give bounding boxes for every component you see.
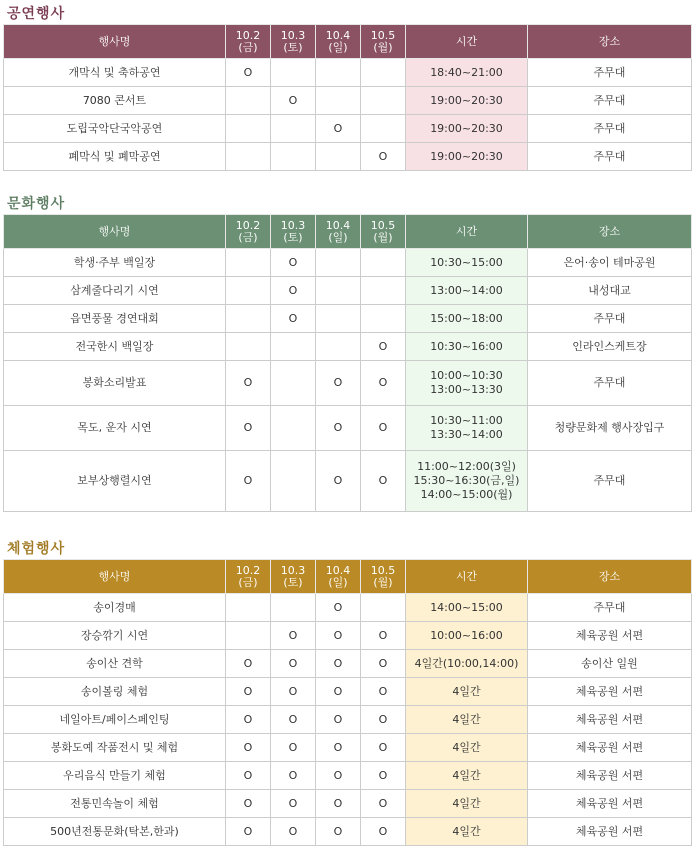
day-3-cell [316, 59, 361, 87]
table-row [4, 406, 692, 451]
header-day-1 [226, 25, 271, 59]
day-2-cell: O [271, 762, 316, 790]
event-name-cell: 송이볼링 체험 [4, 678, 226, 706]
day-3-cell: O [316, 406, 361, 451]
header-weekday: (금) [238, 575, 258, 589]
day-1-cell: O [226, 706, 271, 734]
day-2-cell [271, 115, 316, 143]
time-cell: 15:00~18:00 [406, 305, 528, 333]
day-3-cell: O [316, 650, 361, 678]
day-3-cell: O [316, 706, 361, 734]
day-1-cell: O [226, 762, 271, 790]
time-cell: 10:00~10:30 13:00~13:30 [406, 361, 528, 406]
time-cell: 14:00~15:00 [406, 594, 528, 622]
day-1-cell: O [226, 361, 271, 406]
day-3-cell: O [316, 762, 361, 790]
header-date: 10.4 [325, 563, 351, 577]
place-cell: 주무대 [528, 115, 692, 143]
table-row [4, 143, 692, 171]
performance-events-table [3, 24, 692, 171]
experience-events-table [3, 559, 692, 846]
day-4-cell [361, 249, 406, 277]
place-cell: 체육공원 서편 [528, 762, 692, 790]
header-day-4 [361, 215, 406, 249]
day-1-cell: O [226, 59, 271, 87]
day-2-cell [271, 594, 316, 622]
day-4-cell: O [361, 333, 406, 361]
event-name-cell: 장승깎기 시연 [4, 622, 226, 650]
day-4-cell [361, 59, 406, 87]
day-1-cell: O [226, 451, 271, 512]
event-name-cell: 읍면풍물 경연대회 [4, 305, 226, 333]
place-cell: 주무대 [528, 451, 692, 512]
day-4-cell: O [361, 678, 406, 706]
day-1-cell [226, 277, 271, 305]
day-4-cell: O [361, 734, 406, 762]
header-day-3 [316, 215, 361, 249]
time-cell: 4일간 [406, 790, 528, 818]
header-weekday: (월) [373, 40, 393, 54]
table-header-row [4, 25, 692, 59]
day-3-cell: O [316, 818, 361, 846]
header-weekday: (월) [373, 230, 393, 244]
event-name-cell: 개막식 및 축하공연 [4, 59, 226, 87]
day-4-cell: O [361, 143, 406, 171]
header-event-name: 행사명 [4, 25, 226, 59]
day-3-cell: O [316, 594, 361, 622]
header-weekday: (일) [328, 575, 348, 589]
time-cell: 10:30~11:00 13:30~14:00 [406, 406, 528, 451]
time-cell: 10:30~15:00 [406, 249, 528, 277]
day-2-cell: O [271, 650, 316, 678]
table-row [4, 762, 692, 790]
header-weekday: (금) [238, 40, 258, 54]
header-place: 장소 [528, 215, 692, 249]
day-2-cell: O [271, 678, 316, 706]
header-date: 10.3 [280, 563, 306, 577]
place-cell: 체육공원 서편 [528, 622, 692, 650]
place-cell: 체육공원 서편 [528, 790, 692, 818]
day-1-cell [226, 249, 271, 277]
day-2-cell [271, 406, 316, 451]
day-1-cell [226, 333, 271, 361]
day-2-cell: O [271, 734, 316, 762]
day-4-cell: O [361, 818, 406, 846]
day-1-cell: O [226, 790, 271, 818]
day-1-cell: O [226, 678, 271, 706]
section-title-experience: 체험행사 [7, 541, 66, 557]
event-name-cell: 도립국악단국악공연 [4, 115, 226, 143]
event-name-cell: 삼계줄다리기 시연 [4, 277, 226, 305]
header-day-1 [226, 560, 271, 594]
day-4-cell [361, 87, 406, 115]
section-title-culture: 문화행사 [7, 196, 66, 212]
day-2-cell [271, 333, 316, 361]
day-4-cell: O [361, 762, 406, 790]
day-1-cell [226, 87, 271, 115]
table-row [4, 451, 692, 512]
table-row [4, 333, 692, 361]
place-cell: 은어·송이 테마공원 [528, 249, 692, 277]
time-cell: 10:00~16:00 [406, 622, 528, 650]
header-date: 10.2 [235, 218, 261, 232]
header-day-2 [271, 215, 316, 249]
table-row [4, 678, 692, 706]
day-4-cell: O [361, 361, 406, 406]
day-3-cell: O [316, 678, 361, 706]
time-cell: 4일간 [406, 762, 528, 790]
day-3-cell: O [316, 361, 361, 406]
table-row [4, 594, 692, 622]
table-row [4, 249, 692, 277]
time-cell: 10:30~16:00 [406, 333, 528, 361]
day-1-cell [226, 115, 271, 143]
table-row [4, 361, 692, 406]
header-weekday: (일) [328, 40, 348, 54]
table-row [4, 650, 692, 678]
time-cell: 4일간 [406, 734, 528, 762]
header-date: 10.4 [325, 28, 351, 42]
time-cell: 13:00~14:00 [406, 277, 528, 305]
header-date: 10.2 [235, 563, 261, 577]
day-2-cell [271, 59, 316, 87]
event-name-cell: 보부상행렬시연 [4, 451, 226, 512]
time-cell: 18:40~21:00 [406, 59, 528, 87]
day-3-cell [316, 87, 361, 115]
day-2-cell [271, 143, 316, 171]
place-cell: 체육공원 서편 [528, 734, 692, 762]
day-2-cell: O [271, 277, 316, 305]
place-cell: 체육공원 서편 [528, 678, 692, 706]
day-3-cell: O [316, 622, 361, 650]
table-row [4, 734, 692, 762]
section-title-performance: 공연행사 [7, 6, 66, 22]
header-day-2 [271, 25, 316, 59]
event-name-cell: 송이경매 [4, 594, 226, 622]
table-header-row [4, 215, 692, 249]
time-cell: 19:00~20:30 [406, 143, 528, 171]
event-name-cell: 전통민속놀이 체험 [4, 790, 226, 818]
header-weekday: (월) [373, 575, 393, 589]
place-cell: 주무대 [528, 361, 692, 406]
time-cell: 4일간 [406, 678, 528, 706]
header-event-name: 행사명 [4, 560, 226, 594]
day-1-cell [226, 622, 271, 650]
day-4-cell [361, 115, 406, 143]
day-1-cell: O [226, 818, 271, 846]
day-2-cell: O [271, 706, 316, 734]
day-2-cell: O [271, 790, 316, 818]
day-1-cell [226, 594, 271, 622]
day-4-cell: O [361, 622, 406, 650]
table-header-row [4, 560, 692, 594]
header-date: 10.5 [370, 28, 396, 42]
day-3-cell [316, 305, 361, 333]
header-place: 장소 [528, 560, 692, 594]
header-day-1 [226, 215, 271, 249]
header-date: 10.2 [235, 28, 261, 42]
place-cell: 주무대 [528, 59, 692, 87]
day-2-cell: O [271, 305, 316, 333]
day-4-cell [361, 594, 406, 622]
time-cell: 19:00~20:30 [406, 115, 528, 143]
table-row [4, 622, 692, 650]
header-weekday: (토) [283, 575, 303, 589]
table-row [4, 305, 692, 333]
day-4-cell: O [361, 706, 406, 734]
time-cell: 19:00~20:30 [406, 87, 528, 115]
day-4-cell [361, 305, 406, 333]
header-weekday: (토) [283, 40, 303, 54]
day-3-cell [316, 249, 361, 277]
event-name-cell: 폐막식 및 폐막공연 [4, 143, 226, 171]
place-cell: 주무대 [528, 87, 692, 115]
header-day-3 [316, 25, 361, 59]
day-3-cell: O [316, 734, 361, 762]
event-name-cell: 전국한시 백일장 [4, 333, 226, 361]
day-3-cell: O [316, 115, 361, 143]
day-3-cell [316, 277, 361, 305]
time-cell: 11:00~12:00(3일) 15:30~16:30(금,일) 14:00~15:00(월) [406, 451, 528, 512]
event-name-cell: 네일아트/페이스페인팅 [4, 706, 226, 734]
time-cell: 4일간 [406, 818, 528, 846]
header-time: 시간 [406, 560, 528, 594]
place-cell: 송이산 일원 [528, 650, 692, 678]
time-cell: 4일간 [406, 706, 528, 734]
header-day-2 [271, 560, 316, 594]
culture-events-table [3, 214, 692, 512]
place-cell: 청량문화제 행사장입구 [528, 406, 692, 451]
table-row [4, 790, 692, 818]
day-4-cell: O [361, 650, 406, 678]
place-cell: 체육공원 서편 [528, 818, 692, 846]
day-1-cell [226, 143, 271, 171]
header-weekday: (토) [283, 230, 303, 244]
day-4-cell: O [361, 451, 406, 512]
header-weekday: (일) [328, 230, 348, 244]
header-date: 10.5 [370, 218, 396, 232]
event-name-cell: 목도, 운자 시연 [4, 406, 226, 451]
table-row [4, 818, 692, 846]
day-1-cell: O [226, 406, 271, 451]
table-row [4, 277, 692, 305]
day-2-cell [271, 451, 316, 512]
time-cell: 4일간(10:00,14:00) [406, 650, 528, 678]
day-4-cell [361, 277, 406, 305]
table-row [4, 706, 692, 734]
place-cell: 주무대 [528, 594, 692, 622]
day-2-cell: O [271, 87, 316, 115]
header-day-4 [361, 560, 406, 594]
place-cell: 체육공원 서편 [528, 706, 692, 734]
header-date: 10.4 [325, 218, 351, 232]
header-weekday: (금) [238, 230, 258, 244]
day-3-cell: O [316, 451, 361, 512]
day-3-cell: O [316, 790, 361, 818]
place-cell: 인라인스케트장 [528, 333, 692, 361]
day-2-cell [271, 361, 316, 406]
table-row [4, 115, 692, 143]
header-date: 10.5 [370, 563, 396, 577]
day-4-cell: O [361, 790, 406, 818]
place-cell: 내성대교 [528, 277, 692, 305]
day-4-cell: O [361, 406, 406, 451]
header-day-3 [316, 560, 361, 594]
header-date: 10.3 [280, 28, 306, 42]
place-cell: 주무대 [528, 143, 692, 171]
event-name-cell: 봉화소리발표 [4, 361, 226, 406]
day-2-cell: O [271, 249, 316, 277]
event-name-cell: 7080 콘서트 [4, 87, 226, 115]
event-name-cell: 학생·주부 백일장 [4, 249, 226, 277]
day-2-cell: O [271, 622, 316, 650]
header-event-name: 행사명 [4, 215, 226, 249]
event-name-cell: 송이산 견학 [4, 650, 226, 678]
day-3-cell [316, 333, 361, 361]
header-time: 시간 [406, 215, 528, 249]
header-date: 10.3 [280, 218, 306, 232]
place-cell: 주무대 [528, 305, 692, 333]
day-1-cell [226, 305, 271, 333]
header-place: 장소 [528, 25, 692, 59]
day-1-cell: O [226, 734, 271, 762]
event-name-cell: 우리음식 만들기 체험 [4, 762, 226, 790]
event-name-cell: 봉화도예 작품전시 및 체험 [4, 734, 226, 762]
table-row [4, 59, 692, 87]
event-name-cell: 500년전통문화(탁본,한과) [4, 818, 226, 846]
day-1-cell: O [226, 650, 271, 678]
header-time: 시간 [406, 25, 528, 59]
table-row [4, 87, 692, 115]
day-2-cell: O [271, 818, 316, 846]
header-day-4 [361, 25, 406, 59]
day-3-cell [316, 143, 361, 171]
